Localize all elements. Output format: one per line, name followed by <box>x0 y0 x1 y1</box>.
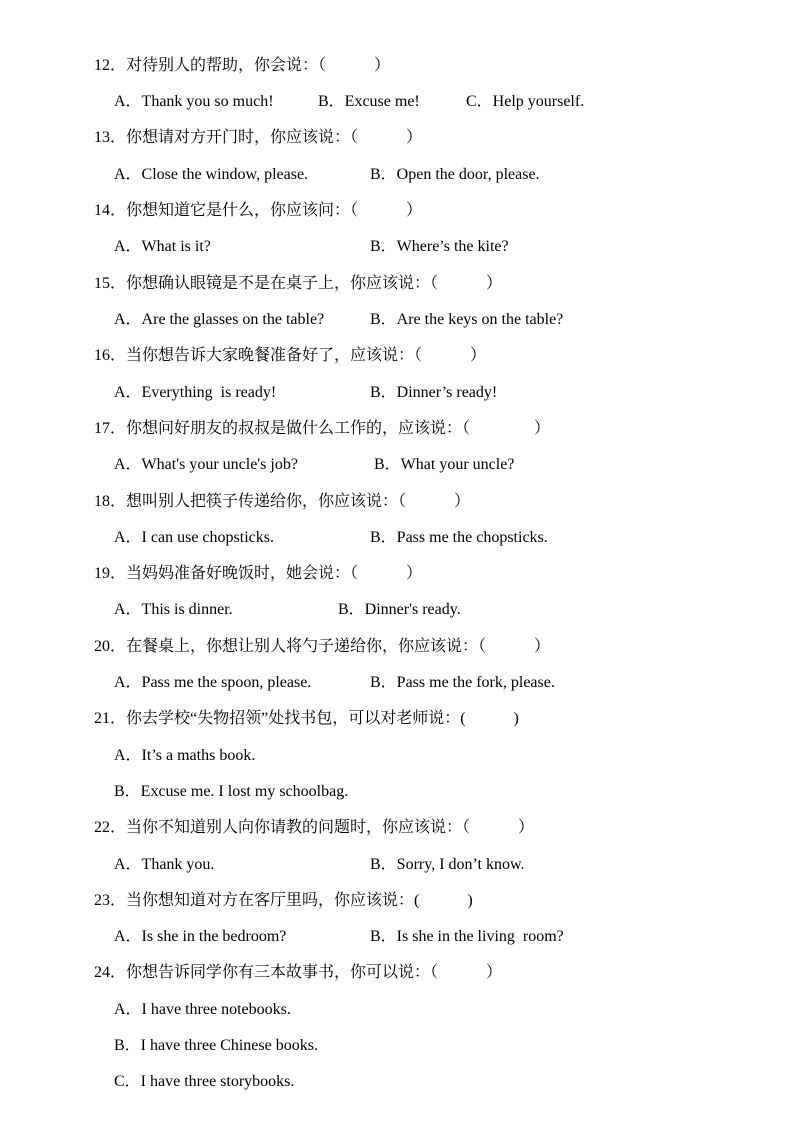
question-23-option-a: A．Is she in the bedroom? <box>114 928 287 945</box>
question-20-option-a: A．Pass me the spoon, please. <box>114 674 312 691</box>
question-24-stem: 24．你想告诉同学你有三本故事书，你可以说：（ ） <box>94 964 503 981</box>
question-23-option-b: B．Is she in the living room? <box>370 928 564 945</box>
question-21-option-a: A．It’s a maths book. <box>114 747 256 764</box>
question-20-option-b: B．Pass me the fork, please. <box>370 674 555 691</box>
question-24-option-b: B．I have three Chinese books. <box>114 1037 318 1054</box>
question-15-stem: 15．你想确认眼镜是不是在桌子上，你应该说：（ ） <box>94 275 503 292</box>
question-23-stem: 23．当你想知道对方在客厅里吗，你应该说：( ) <box>94 892 473 909</box>
question-19-option-b: B．Dinner's ready. <box>338 601 461 618</box>
question-21-option-b: B．Excuse me. I lost my schoolbag. <box>114 783 349 800</box>
question-19-option-a: A．This is dinner. <box>114 601 233 618</box>
question-17-stem: 17．你想问好朋友的叔叔是做什么工作的，应该说：（ ） <box>94 420 551 437</box>
question-16-option-b: B．Dinner’s ready! <box>370 384 498 401</box>
question-14-stem: 14．你想知道它是什么，你应该问：（ ） <box>94 202 423 219</box>
question-14-option-b: B．Where’s the kite? <box>370 238 509 255</box>
question-13-option-b: B．Open the door, please. <box>370 166 540 183</box>
question-13-stem: 13．你想请对方开门时，你应该说：（ ） <box>94 129 423 146</box>
question-24-option-c: C．I have three storybooks. <box>114 1073 295 1090</box>
question-15-option-a: A．Are the glasses on the table? <box>114 311 325 328</box>
question-18-stem: 18．想叫别人把筷子传递给你，你应该说：（ ） <box>94 493 471 510</box>
question-24-option-a: A．I have three notebooks. <box>114 1001 291 1018</box>
question-18-option-a: A．I can use chopsticks. <box>114 529 274 546</box>
question-16-stem: 16．当你想告诉大家晚餐准备好了，应该说：（ ） <box>94 347 487 364</box>
question-16-option-a: A．Everything is ready! <box>114 384 277 401</box>
question-14-option-a: A．What is it? <box>114 238 211 255</box>
question-12-option-b: B．Excuse me! <box>318 93 420 110</box>
question-17-option-a: A．What's your uncle's job? <box>114 456 298 473</box>
question-20-stem: 20．在餐桌上，你想让别人将勺子递给你，你应该说：（ ） <box>94 638 551 655</box>
question-17-option-b: B．What your uncle? <box>374 456 515 473</box>
question-21-stem: 21．你去学校“失物招领”处找书包，可以对老师说：( ) <box>94 710 519 727</box>
question-22-option-b: B．Sorry, I don’t know. <box>370 856 525 873</box>
question-12-stem: 12．对待别人的帮助，你会说：（ ） <box>94 57 391 74</box>
question-22-option-a: A．Thank you. <box>114 856 215 873</box>
question-18-option-b: B．Pass me the chopsticks. <box>370 529 548 546</box>
question-13-option-a: A．Close the window, please. <box>114 166 309 183</box>
question-12-option-c: C．Help yourself. <box>466 93 585 110</box>
question-12-option-a: A．Thank you so much! <box>114 93 274 110</box>
question-19-stem: 19．当妈妈准备好晚饭时，她会说：（ ） <box>94 565 423 582</box>
question-15-option-b: B．Are the keys on the table? <box>370 311 564 328</box>
question-22-stem: 22．当你不知道别人向你请教的问题时，你应该说：（ ） <box>94 819 535 836</box>
